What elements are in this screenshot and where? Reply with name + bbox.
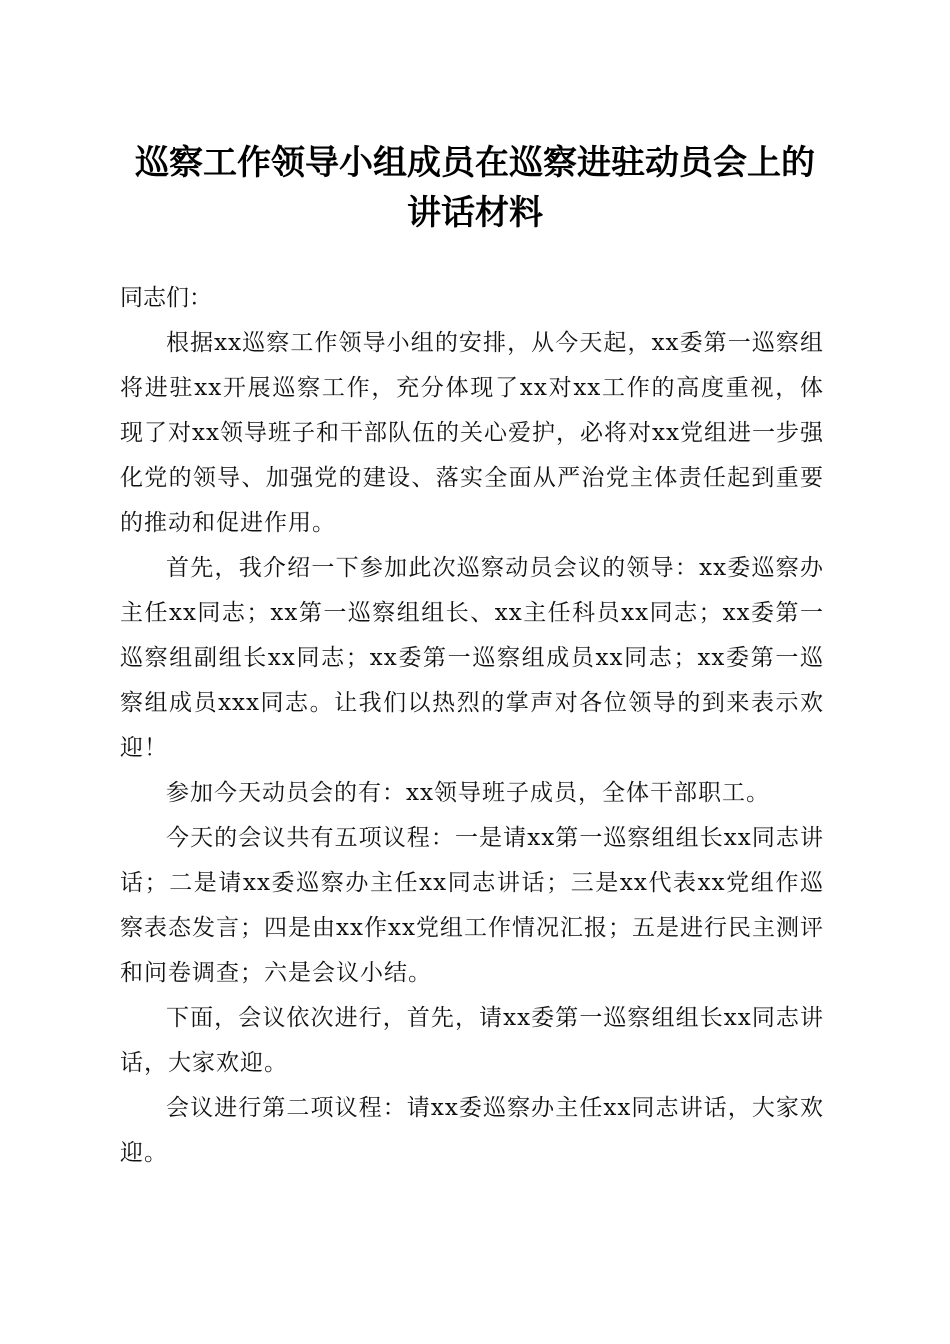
paragraph-attendees: 参加今天动员会的有：xx领导班子成员，全体干部职工。	[166, 780, 770, 806]
paragraph-arrangement: 根据xx巡察工作领导小组的安排，从今天起，xx委第一巡察组将进驻xx开展巡察工作，充分体现了xx对xx工作的高度重视，体现了对xx领导班子和干部队伍的关心爱护，必将对xx党组进一步强化党的领导、加强党的建设、落实全面从严治党主体责任起到重要的推动和促进作用。	[120, 330, 824, 536]
paragraph-agenda: 今天的会议共有五项议程：一是请xx第一巡察组组长xx同志讲话；二是请xx委巡察办主任xx同志讲话；三是xx代表xx党组作巡察表态发言；四是由xx作xx党组工作情况汇报；五是进行民主测评和问卷调查；六是会议小结。	[120, 825, 824, 986]
paragraph-introductions: 首先，我介绍一下参加此次巡察动员会议的领导：xx委巡察办主任xx同志；xx第一巡察组组长、xx主任科员xx同志；xx委第一巡察组副组长xx同志；xx委第一巡察组成员xx同志；xx委第一巡察组成员xxx同志。让我们以热烈的掌声对各位领导的到来表示欢迎！	[120, 555, 824, 761]
salutation: 同志们：	[120, 285, 212, 311]
paragraph-second-item: 会议进行第二项议程：请xx委巡察办主任xx同志讲话，大家欢迎。	[120, 1095, 824, 1166]
paragraph-first-speech: 下面，会议依次进行，首先，请xx委第一巡察组组长xx同志讲话，大家欢迎。	[120, 1005, 824, 1076]
document-title	[110, 138, 840, 238]
document-body	[120, 276, 824, 1176]
title-line-2: 讲话材料	[407, 193, 543, 233]
title-line-1: 巡察工作领导小组成员在巡察进驻动员会上的	[135, 143, 815, 183]
